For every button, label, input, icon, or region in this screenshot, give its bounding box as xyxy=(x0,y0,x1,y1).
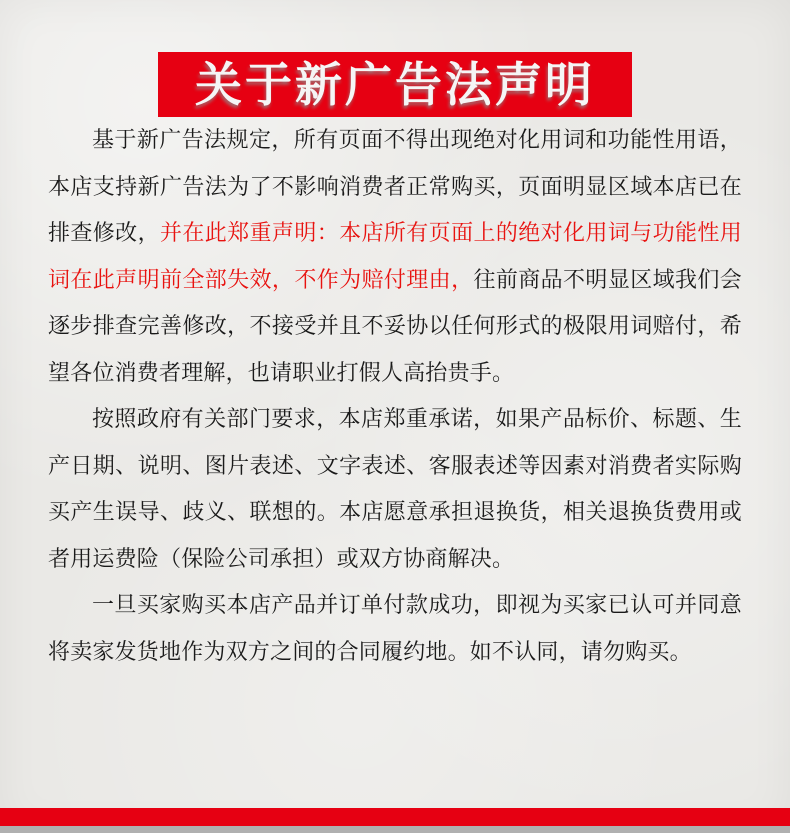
paragraph-policy xyxy=(48,117,742,396)
page-title: 关于新广告法声明 xyxy=(195,58,595,111)
paragraph-purchase-agreement xyxy=(48,582,742,675)
bottom-red-strip xyxy=(0,808,790,826)
policy-text-highlight: 并在此郑重声明：本店所有页面上的绝对化用词与功能性用词在此声明前全部失效，不作为赔付理由， xyxy=(48,220,742,292)
disclaimer-content xyxy=(0,117,790,675)
promise-text: 按照政府有关部门要求，本店郑重承诺，如果产品标价、标题、生产日期、说明、图片表述、文字表述、客服表述等因素对消费者实际购买产生误导、歧义、联想的。本店愿意承担退换货，相关退换货费用或者用运费险（保险公司承担）或双方协商解决。 xyxy=(48,406,742,571)
title-banner xyxy=(158,52,632,117)
bottom-gray-strip xyxy=(0,826,790,833)
agreement-text: 一旦买家购买本店产品并订单付款成功，即视为买家已认可并同意将卖家发货地作为双方之间的合同履约地。如不认同，请勿购买。 xyxy=(48,592,742,664)
paragraph-promise xyxy=(48,396,742,582)
policy-text-tail: 往前商品不明显区域我们会逐步排查完善修改，不接受并且不妥协以任何形式的极限用词赔付，希望各位消费者理解，也请职业打假人高抬贵手。 xyxy=(48,266,742,385)
policy-text-lead: 基于新广告法规定，所有页面不得出现绝对化用词和功能性用语，本店支持新广告法为了不影响消费者正常购买，页面明显区域本店已在排查修改， xyxy=(48,127,742,245)
